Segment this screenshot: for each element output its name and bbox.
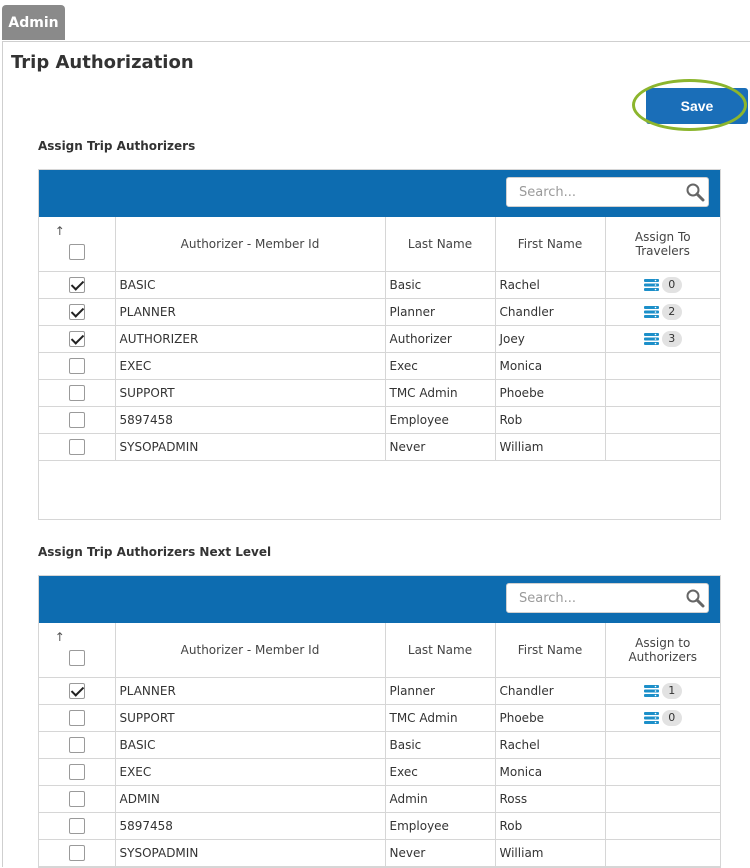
assign-link[interactable]	[644, 277, 682, 293]
cell-assign	[605, 325, 720, 352]
row-select-cell	[39, 298, 115, 325]
grid-toolbar	[39, 576, 720, 623]
list-icon	[644, 306, 659, 318]
cell-first-name: Ross	[495, 785, 605, 812]
cell-last-name: Employee	[385, 406, 495, 433]
select-all-checkbox[interactable]	[69, 650, 85, 666]
cell-member-id: EXEC	[115, 352, 385, 379]
cell-member-id: PLANNER	[115, 677, 385, 704]
cell-first-name: William	[495, 433, 605, 460]
table-row[interactable]	[39, 379, 720, 406]
cell-last-name: Planner	[385, 298, 495, 325]
count-badge: 1	[662, 683, 682, 699]
row-checkbox[interactable]	[69, 331, 85, 347]
cell-first-name: William	[495, 839, 605, 866]
cell-assign	[605, 298, 720, 325]
next-level-table	[39, 623, 720, 867]
table-row[interactable]	[39, 731, 720, 758]
table-row[interactable]	[39, 785, 720, 812]
select-all-header	[39, 623, 115, 677]
table-row[interactable]	[39, 433, 720, 460]
cell-first-name: Chandler	[495, 298, 605, 325]
column-header-first-name[interactable]: First Name	[495, 623, 605, 677]
cell-assign	[605, 758, 720, 785]
column-header-assign: Assign To Travelers	[605, 217, 720, 271]
cell-member-id: ADMIN	[115, 785, 385, 812]
search-input[interactable]	[507, 184, 682, 201]
cell-first-name: Monica	[495, 352, 605, 379]
cell-member-id: SYSOPADMIN	[115, 839, 385, 866]
sort-arrow-icon[interactable]: ↑	[54, 629, 65, 644]
grid-empty-area	[39, 461, 720, 519]
cell-last-name: Planner	[385, 677, 495, 704]
row-checkbox[interactable]	[69, 764, 85, 780]
row-checkbox[interactable]	[69, 304, 85, 320]
cell-last-name: TMC Admin	[385, 379, 495, 406]
count-badge: 0	[662, 277, 682, 293]
next-level-grid	[38, 575, 721, 868]
row-checkbox[interactable]	[69, 818, 85, 834]
cell-assign	[605, 731, 720, 758]
cell-last-name: TMC Admin	[385, 704, 495, 731]
cell-last-name: Admin	[385, 785, 495, 812]
assign-link[interactable]	[644, 331, 682, 347]
row-select-cell	[39, 785, 115, 812]
cell-member-id: EXEC	[115, 758, 385, 785]
cell-member-id: SUPPORT	[115, 704, 385, 731]
cell-first-name: Rachel	[495, 731, 605, 758]
cell-assign	[605, 704, 720, 731]
table-row[interactable]	[39, 704, 720, 731]
row-select-cell	[39, 812, 115, 839]
section-title-next-level: Assign Trip Authorizers Next Level	[38, 545, 272, 559]
row-checkbox[interactable]	[69, 412, 85, 428]
cell-first-name: Rob	[495, 812, 605, 839]
save-button[interactable]: Save	[646, 88, 748, 124]
table-row[interactable]	[39, 325, 720, 352]
cell-assign	[605, 812, 720, 839]
row-select-cell	[39, 433, 115, 460]
row-checkbox[interactable]	[69, 737, 85, 753]
next-level-table-body	[39, 677, 720, 866]
search-box	[506, 583, 709, 613]
cell-first-name: Phoebe	[495, 704, 605, 731]
cell-last-name: Never	[385, 433, 495, 460]
authorizers-table	[39, 217, 720, 461]
row-select-cell	[39, 379, 115, 406]
authorizers-table-body	[39, 271, 720, 460]
cell-member-id: 5897458	[115, 812, 385, 839]
row-checkbox[interactable]	[69, 358, 85, 374]
cell-last-name: Exec	[385, 352, 495, 379]
cell-first-name: Rachel	[495, 271, 605, 298]
cell-last-name: Exec	[385, 758, 495, 785]
table-row[interactable]	[39, 352, 720, 379]
column-header-first-name[interactable]: First Name	[495, 217, 605, 271]
row-checkbox[interactable]	[69, 710, 85, 726]
cell-member-id: BASIC	[115, 271, 385, 298]
admin-tab[interactable]: Admin	[2, 5, 65, 40]
cell-first-name: Joey	[495, 325, 605, 352]
search-icon[interactable]	[682, 585, 708, 611]
assign-link[interactable]	[644, 683, 682, 699]
table-row[interactable]	[39, 758, 720, 785]
row-select-cell	[39, 406, 115, 433]
search-icon[interactable]	[682, 179, 708, 205]
row-select-cell	[39, 758, 115, 785]
cell-assign	[605, 677, 720, 704]
sort-arrow-icon[interactable]: ↑	[54, 223, 65, 238]
cell-member-id: BASIC	[115, 731, 385, 758]
row-checkbox[interactable]	[69, 277, 85, 293]
cell-assign	[605, 433, 720, 460]
cell-first-name: Phoebe	[495, 379, 605, 406]
row-checkbox[interactable]	[69, 439, 85, 455]
cell-last-name: Employee	[385, 812, 495, 839]
assign-link[interactable]	[644, 304, 682, 320]
table-row[interactable]	[39, 677, 720, 704]
list-icon	[644, 712, 659, 724]
cell-assign	[605, 379, 720, 406]
cell-member-id: AUTHORIZER	[115, 325, 385, 352]
cell-last-name: Never	[385, 839, 495, 866]
search-input[interactable]	[507, 590, 682, 607]
row-select-cell	[39, 352, 115, 379]
table-row[interactable]	[39, 298, 720, 325]
count-badge: 0	[662, 710, 682, 726]
count-badge: 3	[662, 331, 682, 347]
cell-member-id: 5897458	[115, 406, 385, 433]
page-title: Trip Authorization	[11, 52, 194, 73]
table-row[interactable]	[39, 406, 720, 433]
table-row[interactable]	[39, 271, 720, 298]
table-row[interactable]	[39, 839, 720, 866]
select-all-header	[39, 217, 115, 271]
cell-assign	[605, 352, 720, 379]
search-box	[506, 177, 709, 207]
cell-first-name: Monica	[495, 758, 605, 785]
table-row[interactable]	[39, 812, 720, 839]
column-header-assign: Assign to Authorizers	[605, 623, 720, 677]
cell-first-name: Chandler	[495, 677, 605, 704]
row-select-cell	[39, 704, 115, 731]
row-checkbox[interactable]	[69, 791, 85, 807]
count-badge: 2	[662, 304, 682, 320]
cell-assign	[605, 271, 720, 298]
cell-member-id: SYSOPADMIN	[115, 433, 385, 460]
cell-last-name: Authorizer	[385, 325, 495, 352]
cell-assign	[605, 406, 720, 433]
column-header-member-id[interactable]: Authorizer - Member Id	[115, 217, 385, 271]
row-select-cell	[39, 271, 115, 298]
grid-toolbar	[39, 170, 720, 217]
cell-last-name: Basic	[385, 271, 495, 298]
authorizers-grid	[38, 169, 721, 520]
cell-member-id: SUPPORT	[115, 379, 385, 406]
row-select-cell	[39, 731, 115, 758]
select-all-checkbox[interactable]	[69, 244, 85, 260]
list-icon	[644, 279, 659, 291]
row-select-cell	[39, 839, 115, 866]
column-header-last-name[interactable]: Last Name	[385, 217, 495, 271]
section-title-authorizers: Assign Trip Authorizers	[38, 139, 196, 153]
list-icon	[644, 333, 659, 345]
row-checkbox[interactable]	[69, 683, 85, 699]
list-icon	[644, 685, 659, 697]
cell-member-id: PLANNER	[115, 298, 385, 325]
cell-assign	[605, 785, 720, 812]
column-header-member-id[interactable]: Authorizer - Member Id	[115, 623, 385, 677]
cell-last-name: Basic	[385, 731, 495, 758]
cell-assign	[605, 839, 720, 866]
row-checkbox[interactable]	[69, 385, 85, 401]
column-header-last-name[interactable]: Last Name	[385, 623, 495, 677]
assign-link[interactable]	[644, 710, 682, 726]
row-select-cell	[39, 325, 115, 352]
row-select-cell	[39, 677, 115, 704]
cell-first-name: Rob	[495, 406, 605, 433]
row-checkbox[interactable]	[69, 845, 85, 861]
